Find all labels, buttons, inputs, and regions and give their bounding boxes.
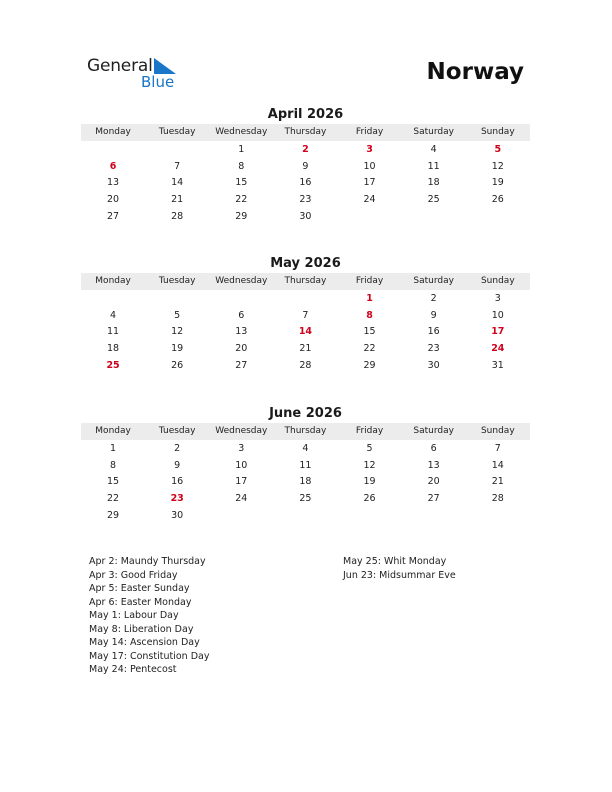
weekday-label: Monday xyxy=(95,426,131,436)
day-cell: 29 xyxy=(235,210,248,222)
week-row xyxy=(81,291,530,308)
holiday-entry: Apr 3: Good Friday xyxy=(89,569,178,581)
day-cell: 3 xyxy=(494,293,501,304)
day-cell: 9 xyxy=(174,459,181,471)
day-cell: 2 xyxy=(430,293,437,304)
day-cell xyxy=(81,142,145,159)
holiday-entry: Apr 5: Easter Sunday xyxy=(89,583,190,594)
day-cell: 6 xyxy=(109,160,117,172)
day-cell: 18 xyxy=(427,177,440,189)
day-cell: 26 xyxy=(171,359,184,371)
day-cell: 8 xyxy=(366,309,373,321)
day-cell: 22 xyxy=(235,194,248,206)
day-cell: 19 xyxy=(171,343,184,355)
day-cell: 21 xyxy=(491,476,504,488)
day-cell: 14 xyxy=(491,459,504,471)
day-cell: 13 xyxy=(107,177,120,189)
logo-word-blue: Blue xyxy=(141,73,175,91)
day-cell: 27 xyxy=(107,210,120,222)
weekday-label: Monday xyxy=(95,127,131,137)
day-cell: 13 xyxy=(427,459,440,471)
day-cell: 3 xyxy=(366,144,373,155)
day-cell: 19 xyxy=(491,177,504,189)
day-cell: 27 xyxy=(235,359,248,371)
day-cell xyxy=(145,142,209,159)
day-cell: 8 xyxy=(238,160,245,172)
week-row xyxy=(81,192,530,209)
weekday-label: Thursday xyxy=(284,276,327,286)
day-cell: 12 xyxy=(491,160,504,172)
holiday-entry: Apr 6: Easter Monday xyxy=(89,596,192,608)
day-cell: 26 xyxy=(491,194,504,206)
week-row xyxy=(81,209,530,226)
holiday-entry: Jun 23: Midsummar Eve xyxy=(343,569,456,581)
day-cell xyxy=(466,508,530,525)
day-cell: 11 xyxy=(107,326,120,338)
day-cell: 10 xyxy=(363,160,376,172)
day-cell xyxy=(338,209,402,226)
day-cell: 9 xyxy=(302,160,309,172)
day-cell: 25 xyxy=(299,493,312,505)
day-cell: 18 xyxy=(299,476,312,488)
day-cell: 15 xyxy=(235,177,248,189)
weekday-label: Wednesday xyxy=(215,127,268,137)
day-cell: 22 xyxy=(363,343,376,355)
day-cell xyxy=(338,508,402,525)
day-cell: 24 xyxy=(363,194,376,206)
holiday-list-col2 xyxy=(343,555,456,582)
weekday-label: Sunday xyxy=(480,127,515,137)
day-cell: 8 xyxy=(110,459,117,471)
week-rows xyxy=(81,142,530,225)
weekday-label: Tuesday xyxy=(158,127,196,137)
weekday-label: Saturday xyxy=(413,127,454,137)
day-cell: 28 xyxy=(171,210,184,222)
weekday-label: Sunday xyxy=(480,426,515,436)
day-cell: 10 xyxy=(235,459,248,471)
weekday-header xyxy=(81,124,530,141)
day-cell: 5 xyxy=(174,309,181,321)
holiday-entry: May 25: Whit Monday xyxy=(343,556,447,567)
weekday-label: Saturday xyxy=(413,426,454,436)
country-title: Norway xyxy=(426,59,524,85)
week-row xyxy=(81,508,530,525)
holiday-entry: May 8: Liberation Day xyxy=(89,623,194,635)
weekday-label: Tuesday xyxy=(158,276,196,286)
week-row xyxy=(81,324,530,341)
week-row xyxy=(81,491,530,508)
day-cell: 15 xyxy=(107,476,120,488)
day-cell: 4 xyxy=(302,443,309,454)
day-cell: 30 xyxy=(171,509,184,521)
day-cell: 9 xyxy=(430,309,437,321)
week-row xyxy=(81,142,530,159)
day-cell: 20 xyxy=(107,194,120,206)
week-row xyxy=(81,175,530,192)
day-cell: 25 xyxy=(106,359,120,371)
day-cell: 20 xyxy=(427,476,440,488)
day-cell: 2 xyxy=(302,144,309,155)
day-cell: 21 xyxy=(171,194,184,206)
day-cell: 29 xyxy=(107,509,120,521)
holiday-entry: May 24: Pentecost xyxy=(89,664,177,675)
day-cell: 6 xyxy=(238,309,245,321)
day-cell: 22 xyxy=(107,493,120,505)
holiday-entry: May 14: Ascension Day xyxy=(89,637,200,648)
weekday-header xyxy=(81,273,530,290)
logo-word-general: General xyxy=(87,56,153,76)
day-cell xyxy=(209,291,273,308)
day-cell: 30 xyxy=(427,359,440,371)
weekday-label: Monday xyxy=(95,276,131,286)
day-cell: 23 xyxy=(427,343,440,355)
logo xyxy=(87,56,187,96)
day-cell: 3 xyxy=(238,443,245,454)
day-cell: 24 xyxy=(235,493,248,505)
day-cell xyxy=(273,291,337,308)
day-cell: 15 xyxy=(363,326,376,338)
day-cell: 25 xyxy=(427,194,440,206)
week-row xyxy=(81,474,530,491)
day-cell: 5 xyxy=(494,144,502,155)
day-cell xyxy=(402,209,466,226)
day-cell: 4 xyxy=(430,144,437,155)
day-cell: 11 xyxy=(427,160,440,172)
day-cell: 16 xyxy=(299,177,312,189)
weekday-label: Friday xyxy=(355,276,384,286)
month-calendar-june xyxy=(81,406,530,524)
day-cell: 18 xyxy=(107,343,120,355)
day-cell: 4 xyxy=(110,309,117,321)
holiday-list-col1 xyxy=(89,555,209,677)
weekday-label: Thursday xyxy=(284,426,327,436)
day-cell xyxy=(273,508,337,525)
month-calendar-may xyxy=(81,256,530,374)
day-cell: 23 xyxy=(170,493,184,505)
day-cell: 7 xyxy=(174,160,181,172)
week-row xyxy=(81,458,530,475)
day-cell: 20 xyxy=(235,343,248,355)
day-cell xyxy=(402,508,466,525)
day-cell: 5 xyxy=(366,443,373,454)
day-cell xyxy=(466,209,530,226)
month-title: April 2026 xyxy=(267,107,344,122)
day-cell: 30 xyxy=(299,210,312,222)
weekday-header xyxy=(81,423,530,440)
day-cell: 19 xyxy=(363,476,376,488)
day-cell: 13 xyxy=(235,326,248,338)
logo-triangle-icon xyxy=(154,58,176,74)
weekday-label: Tuesday xyxy=(158,426,196,436)
day-cell: 14 xyxy=(298,326,313,338)
day-cell xyxy=(81,291,145,308)
week-rows xyxy=(81,441,530,524)
day-cell: 2 xyxy=(174,443,181,454)
day-cell: 23 xyxy=(299,194,312,206)
month-title: June 2026 xyxy=(269,406,342,421)
weekday-label: Thursday xyxy=(284,127,327,137)
day-cell: 17 xyxy=(363,177,376,189)
day-cell: 24 xyxy=(491,343,505,355)
day-cell: 14 xyxy=(171,177,184,189)
day-cell: 12 xyxy=(363,459,376,471)
weekday-label: Friday xyxy=(355,127,384,137)
weekday-label: Wednesday xyxy=(215,276,268,286)
day-cell: 12 xyxy=(171,326,184,338)
weekday-label: Wednesday xyxy=(215,426,268,436)
holiday-entry: May 1: Labour Day xyxy=(89,610,179,621)
holiday-entry: May 17: Constitution Day xyxy=(89,650,210,662)
day-cell: 17 xyxy=(491,326,505,338)
day-cell: 6 xyxy=(430,443,437,454)
week-row xyxy=(81,341,530,358)
day-cell: 7 xyxy=(302,309,309,321)
week-rows xyxy=(81,291,530,374)
day-cell: 7 xyxy=(494,443,501,454)
day-cell: 31 xyxy=(491,359,504,371)
week-row xyxy=(81,308,530,325)
day-cell: 16 xyxy=(427,326,440,338)
day-cell: 10 xyxy=(491,309,504,321)
day-cell: 21 xyxy=(299,343,312,355)
day-cell xyxy=(145,291,209,308)
day-cell: 17 xyxy=(235,476,248,488)
day-cell: 27 xyxy=(427,493,440,505)
day-cell xyxy=(209,508,273,525)
day-cell: 1 xyxy=(110,443,117,454)
holiday-entry: Apr 2: Maundy Thursday xyxy=(89,556,206,567)
weekday-label: Sunday xyxy=(480,276,515,286)
weekday-label: Saturday xyxy=(413,276,454,286)
day-cell: 1 xyxy=(366,293,373,304)
day-cell: 26 xyxy=(363,493,376,505)
day-cell: 28 xyxy=(491,493,504,505)
week-row xyxy=(81,358,530,375)
week-row xyxy=(81,441,530,458)
day-cell: 16 xyxy=(171,476,184,488)
month-calendar-april xyxy=(81,107,530,225)
month-title: May 2026 xyxy=(270,256,341,271)
week-row xyxy=(81,159,530,176)
weekday-label: Friday xyxy=(355,426,384,436)
day-cell: 11 xyxy=(299,459,312,471)
day-cell: 28 xyxy=(299,359,312,371)
day-cell: 1 xyxy=(238,144,245,155)
day-cell: 29 xyxy=(363,359,376,371)
